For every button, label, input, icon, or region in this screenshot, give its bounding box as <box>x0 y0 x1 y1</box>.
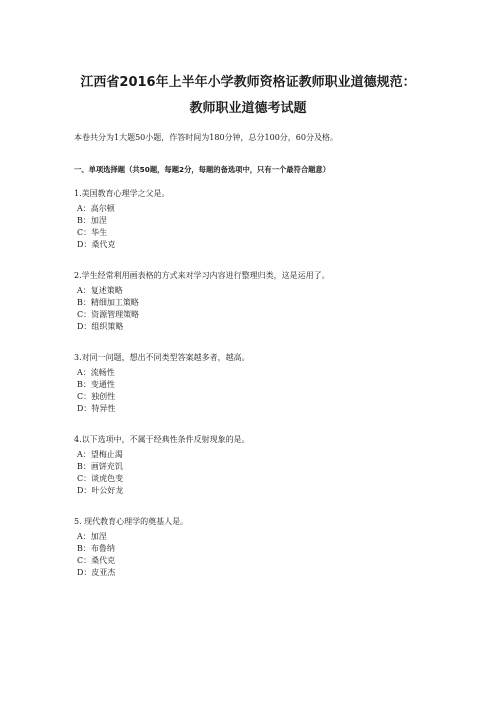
question-stem: 3.对同一问题，想出不同类型答案越多者，越高。 <box>74 353 250 362</box>
option-letter: B： <box>77 298 91 307</box>
question-5 <box>74 518 424 600</box>
option-text: 华生 <box>91 228 108 237</box>
option-d <box>74 241 424 253</box>
option-letter: C： <box>77 310 92 319</box>
option-letter: B： <box>77 216 91 225</box>
question-4 <box>74 436 424 518</box>
option-letter: B： <box>77 380 91 389</box>
option-letter: C： <box>77 474 92 483</box>
exam-intro: 本卷共分为1大题50小题，作答时间为180分钟，总分100分，60分及格。 <box>74 133 338 142</box>
option-text: 组织策略 <box>91 322 124 331</box>
option-text: 叶公好龙 <box>91 486 124 495</box>
option-text: 皮亚杰 <box>91 568 116 577</box>
option-letter: D： <box>77 404 92 413</box>
option-c <box>74 475 424 487</box>
option-text: 精细加工策略 <box>90 298 139 307</box>
option-text: 资源管理策略 <box>91 310 140 319</box>
option-b <box>74 217 424 229</box>
option-b <box>74 381 424 393</box>
question-stem: 1.美国教育心理学之父是。 <box>74 189 170 198</box>
option-letter: A： <box>77 204 91 213</box>
option-text: 布鲁纳 <box>90 544 115 553</box>
option-letter: A： <box>77 368 91 377</box>
option-letter: D： <box>77 568 92 577</box>
section-heading: 一、单项选择题（共50题，每题2分，每题的备选项中，只有一个最符合题意） <box>74 165 331 174</box>
option-a <box>74 205 424 217</box>
option-text: 独创性 <box>91 392 116 401</box>
option-a <box>74 533 424 545</box>
document-title-line-1: 江西省2016年上半年小学教师资格证教师职业道德规范： <box>80 75 416 90</box>
option-letter: B： <box>77 544 91 553</box>
option-letter: A： <box>77 450 91 459</box>
question-2 <box>74 272 424 354</box>
option-c <box>74 393 424 405</box>
question-3 <box>74 354 424 436</box>
option-letter: C： <box>77 392 92 401</box>
option-text: 画饼充饥 <box>90 462 123 471</box>
option-d <box>74 569 424 581</box>
option-text: 加涅 <box>90 532 107 541</box>
option-text: 复述策略 <box>90 286 123 295</box>
option-letter: C： <box>77 556 92 565</box>
option-c <box>74 229 424 241</box>
option-text: 加涅 <box>90 216 107 225</box>
option-letter: D： <box>77 322 92 331</box>
option-letter: D： <box>77 240 92 249</box>
option-letter: A： <box>77 286 91 295</box>
document-title-line-2: 教师职业道德考试题 <box>189 101 307 116</box>
option-text: 特异性 <box>91 404 116 413</box>
option-letter: B： <box>77 462 91 471</box>
question-stem: 5. 现代教育心理学的奠基人是。 <box>74 517 189 526</box>
option-text: 桑代克 <box>91 556 116 565</box>
option-letter: A： <box>77 532 91 541</box>
option-d <box>74 487 424 499</box>
option-text: 桑代克 <box>91 240 116 249</box>
option-text: 流畅性 <box>90 368 115 377</box>
option-b <box>74 545 424 557</box>
question-1 <box>74 190 424 272</box>
question-list <box>74 190 424 600</box>
option-letter: C： <box>77 228 92 237</box>
option-b <box>74 463 424 475</box>
option-a <box>74 451 424 463</box>
option-text: 望梅止渴 <box>90 450 123 459</box>
option-d <box>74 323 424 335</box>
option-c <box>74 311 424 323</box>
option-c <box>74 557 424 569</box>
option-a <box>74 369 424 381</box>
option-text: 谈虎色变 <box>91 474 124 483</box>
question-stem: 2.学生经常利用画表格的方式来对学习内容进行整理归类，这是运用了。 <box>74 271 330 280</box>
question-stem: 4.以下选项中，不属于经典性条件反射现象的是。 <box>74 435 250 444</box>
option-d <box>74 405 424 417</box>
option-text: 高尔顿 <box>90 204 115 213</box>
option-text: 变通性 <box>90 380 115 389</box>
option-letter: D： <box>77 486 92 495</box>
